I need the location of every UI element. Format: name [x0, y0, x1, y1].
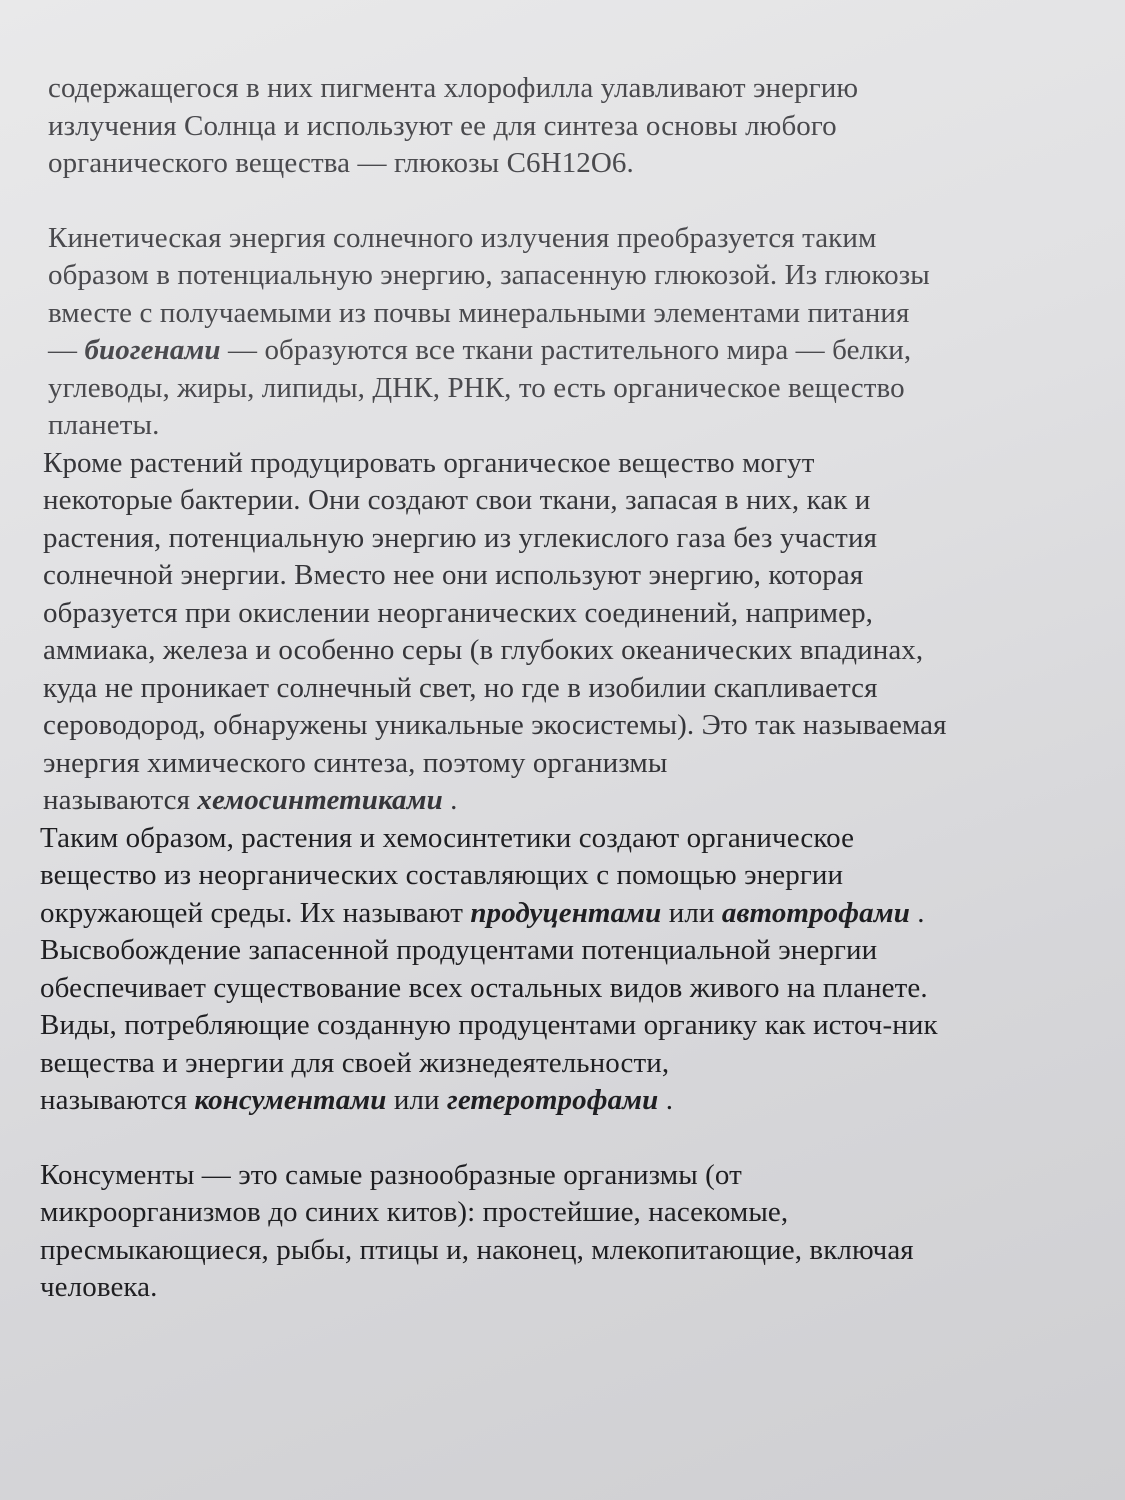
- text-line: вещество из неорганических составляющих с помощью энергии: [40, 859, 844, 891]
- text-fragment: или: [661, 896, 722, 929]
- term-heterotrophs: гетеротрофами: [447, 1084, 659, 1116]
- text-line: Таким образом, растения и хемосинтетики создают органическое: [40, 821, 855, 854]
- text-line: Кинетическая энергия солнечного излучения преобразуется таким: [48, 221, 877, 254]
- text-line: пресмыкающиеся, рыбы, птицы и, наконец, млекопитающие, включая: [40, 1233, 914, 1266]
- term-autotrophs: автотрофами: [721, 896, 910, 929]
- text-fragment: —: [48, 334, 85, 366]
- text-fragment: .: [442, 784, 458, 816]
- text-line: Высвобождение запасенной продуцентами потенциальной энергии: [40, 934, 878, 966]
- text-line: органического вещества — глюкозы C6H12O6.: [48, 147, 634, 179]
- text-line: излучения Солнца и используют ее для синтеза основы любого: [48, 109, 837, 142]
- text-fragment: называются: [40, 1084, 195, 1116]
- paragraph-producers-consumers: [40, 820, 1085, 1120]
- text-line: аммиака, железа и особенно серы (в глубоких океанических впадинах,: [43, 634, 924, 666]
- text-line: растения, потенциальную энергию из углекислого газа без участия: [43, 521, 878, 554]
- text-line: [40, 895, 1085, 933]
- text-line: вещества и энергии для своей жизнедеятельности,: [40, 1046, 670, 1079]
- text-line: [43, 782, 1085, 820]
- text-fragment: — образуются все ткани растительного мира — белки,: [220, 334, 912, 366]
- text-fragment: называются: [43, 784, 198, 816]
- term-producers: продуцентами: [470, 896, 662, 929]
- term-chemosynthetics: хемосинтетиками: [197, 784, 443, 816]
- text-line: углеводы, жиры, липиды, ДНК, РНК, то есть органическое вещество: [48, 371, 905, 404]
- paragraph-gap: [40, 1120, 1085, 1157]
- paragraph-chlorophyll: [40, 70, 1085, 183]
- text-fragment: .: [658, 1084, 674, 1116]
- term-biogens: биогенами: [84, 334, 221, 366]
- term-consumers: консументами: [194, 1084, 387, 1116]
- text-line: микроорганизмов до синих китов): простейшие, насекомые,: [40, 1196, 789, 1228]
- text-fragment: окружающей среды. Их называют: [40, 896, 471, 929]
- text-line: человека.: [40, 1271, 158, 1303]
- text-line: образом в потенциальную энергию, запасенную глюкозой. Из глюкозы: [48, 259, 930, 291]
- text-line: [40, 1082, 1085, 1120]
- text-line: Виды, потребляющие созданную продуцентами органику как источ-ник: [40, 1009, 938, 1041]
- text-line: обеспечивает существование всех остальных видов живого на планете.: [40, 971, 928, 1004]
- paragraph-consumers-examples: [40, 1157, 1085, 1307]
- text-line: вместе с получаемыми из почвы минеральными элементами питания: [48, 296, 910, 329]
- text-line: [48, 332, 1085, 370]
- text-line: Кроме растений продуцировать органическое вещество могут: [43, 446, 815, 479]
- text-line: сероводород, обнаружены уникальные экосистемы). Это так называемая: [43, 709, 947, 741]
- text-fragment: или: [386, 1084, 448, 1116]
- text-fragment: .: [909, 896, 925, 929]
- text-line: куда не проникает солнечный свет, но где в изобилии скапливается: [43, 671, 878, 704]
- text-line: некоторые бактерии. Они создают свои ткани, запасая в них, как и: [43, 484, 871, 516]
- text-line: Консументы — это самые разнообразные организмы (от: [40, 1158, 742, 1191]
- text-line: содержащегося в них пигмента хлорофилла улавливают энергию: [48, 72, 859, 104]
- text-line: энергия химического синтеза, поэтому организмы: [43, 746, 668, 779]
- paragraph-kinetic-energy: [40, 220, 1085, 445]
- text-line: планеты.: [48, 409, 160, 441]
- text-line: образуется при окислении неорганических соединений, например,: [43, 596, 874, 629]
- paragraph-bacteria: [40, 445, 1085, 820]
- paragraph-gap: [40, 183, 1085, 220]
- text-line: солнечной энергии. Вместо нее они используют энергию, которая: [43, 559, 864, 591]
